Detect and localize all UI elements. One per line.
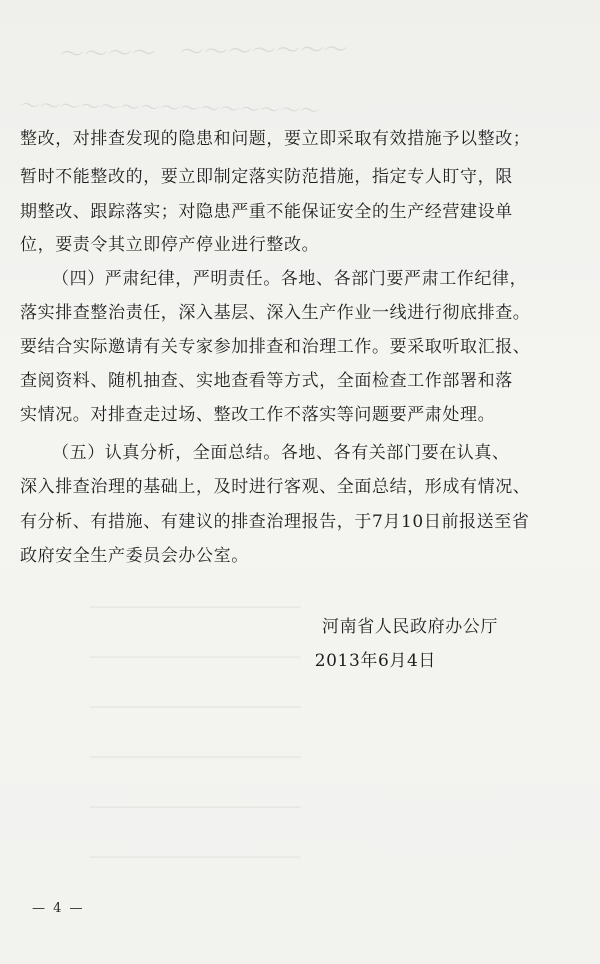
body-text-line: 位，要责令其立即停产停业进行整改。 (20, 235, 320, 255)
body-text-line: 落实排查整治责任，深入基层、深入生产作业一线进行彻底排查。 (20, 303, 531, 323)
bleed-through-decoration: 〜〜〜〜〜〜〜〜〜〜〜〜〜〜〜 (19, 93, 321, 123)
bleed-through-decoration: ───────────────────────── (90, 750, 301, 766)
issuer-name: 河南省人民政府办公厅 (322, 617, 498, 637)
body-text-line: 政府安全生产委员会办公室。 (20, 546, 249, 566)
body-text-line: 查阅资料、随机抽查、实地查看等方式，全面检查工作部署和落 (20, 371, 513, 391)
section-heading-line: （四）严肃纪律，严明责任。各地、各部门要严肃工作纪律， (52, 269, 528, 289)
body-text-line: 暂时不能整改的，要立即制定落实防范措施，指定专人盯守，限 (20, 167, 513, 187)
body-text-line: 期整改、跟踪落实；对隐患严重不能保证安全的生产经营建设单 (20, 202, 513, 222)
bleed-through-decoration: ───────────────────────── (90, 650, 301, 666)
bleed-through-decoration: ───────────────────────── (90, 600, 301, 616)
body-text-line: 要结合实际邀请有关专家参加排查和治理工作。要采取听取汇报、 (20, 337, 531, 357)
body-text-line: 实情况。对排查走过场、整改工作不落实等问题要严肃处理。 (20, 405, 496, 425)
bleed-through-decoration: ───────────────────────── (90, 700, 301, 716)
section-heading-line: （五）认真分析，全面总结。各地、各有关部门要在认真、 (52, 443, 510, 463)
body-text-line: 有分析、有措施、有建议的排查治理报告，于7月10日前报送至省 (20, 512, 530, 532)
issue-date: 2013年6月4日 (314, 651, 436, 671)
body-text-line: 深入排查治理的基础上，及时进行客观、全面总结，形成有情况、 (20, 477, 531, 497)
bleed-through-decoration: ───────────────────────── (90, 850, 301, 866)
bleed-through-decoration: ───────────────────────── (90, 800, 301, 816)
body-text-line: 整改，对排查发现的隐患和问题，要立即采取有效措施予以整改； (20, 129, 531, 149)
bleed-through-decoration: 〜〜〜〜 〜〜〜〜〜〜〜 (59, 35, 349, 69)
page-number: — 4 — (32, 901, 85, 916)
